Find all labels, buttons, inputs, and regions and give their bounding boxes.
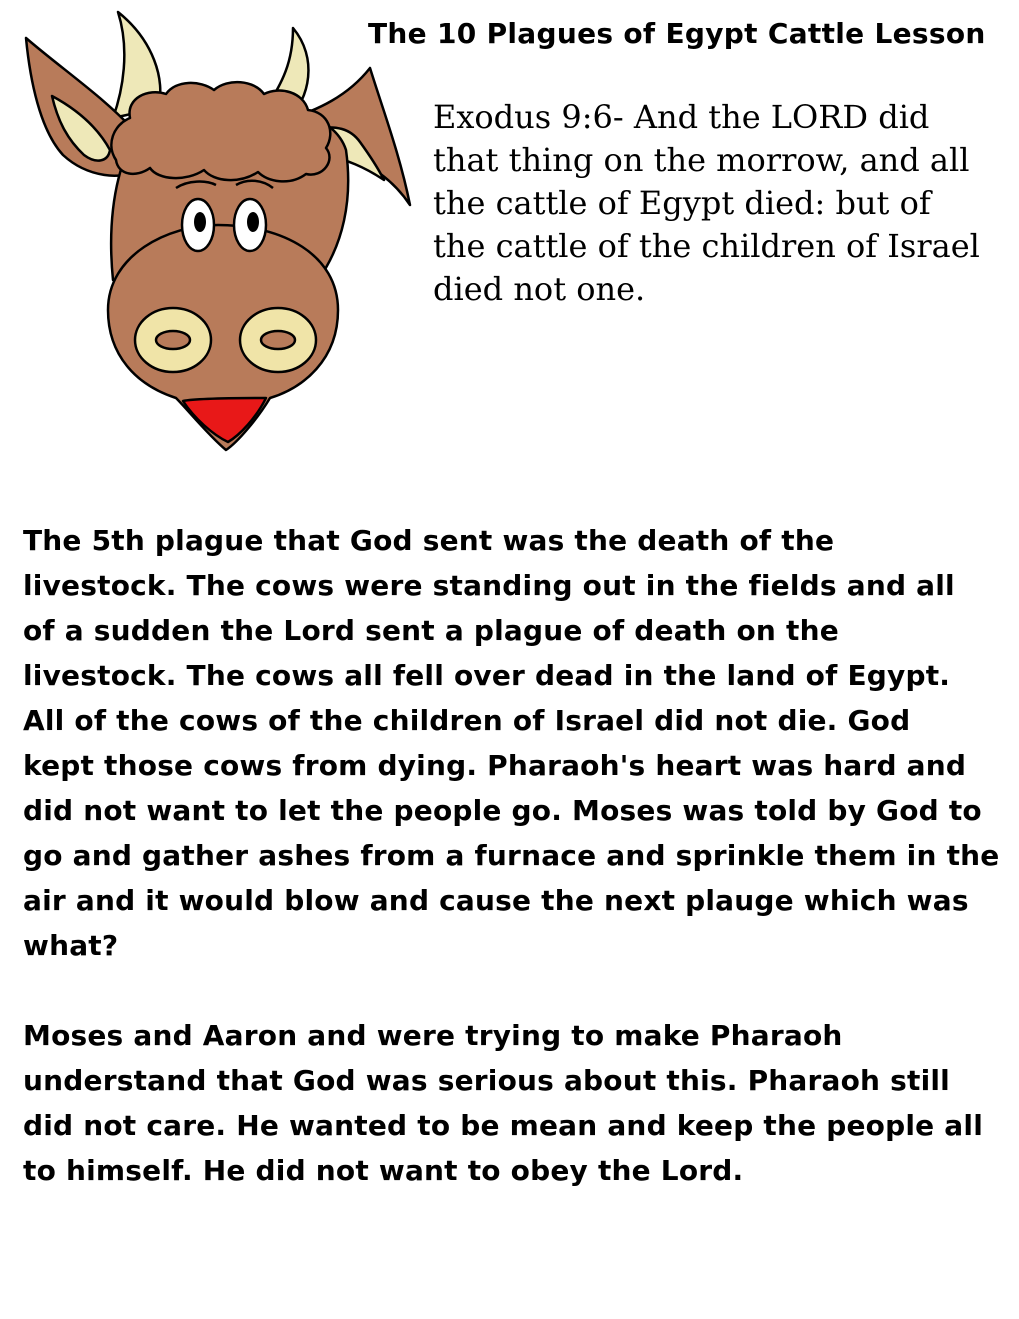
story-paragraph-2: Moses and Aaron and were trying to make Pharaoh understand that God was serious about this. Pharaoh still did not care. He wanted to be mean and keep the people all to himself. He did not want to obey the Lord. <box>23 1019 983 1187</box>
story-paragraph-1: The 5th plague that God sent was the death of the livestock. The cows were standing out in the fields and all of a sudden the Lord sent a plague of death on the livestock. The cows all fell over dead in the land of Egypt. All of the cows of the children of Israel did not die. God kept those cows from dying. Pharaoh's heart was hard and did not want to let the people go. Moses was told by God to go and gather ashes from a furnace and sprinkle them in the air and it would blow and cause the next plauge which was what? <box>23 524 1000 962</box>
right-pupil <box>247 212 259 232</box>
scripture-verse: Exodus 9:6- And the LORD did that thing on the morrow, and all the cattle of Egypt died: but of the cattle of the children of Israel died not one. <box>433 98 980 308</box>
hair-tuft <box>111 82 330 181</box>
lesson-title: The 10 Plagues of Egypt Cattle Lesson <box>368 17 986 50</box>
right-nostril-hole <box>261 331 295 349</box>
cow-face-icon <box>18 10 418 460</box>
left-nostril-hole <box>156 331 190 349</box>
left-pupil <box>194 212 206 232</box>
